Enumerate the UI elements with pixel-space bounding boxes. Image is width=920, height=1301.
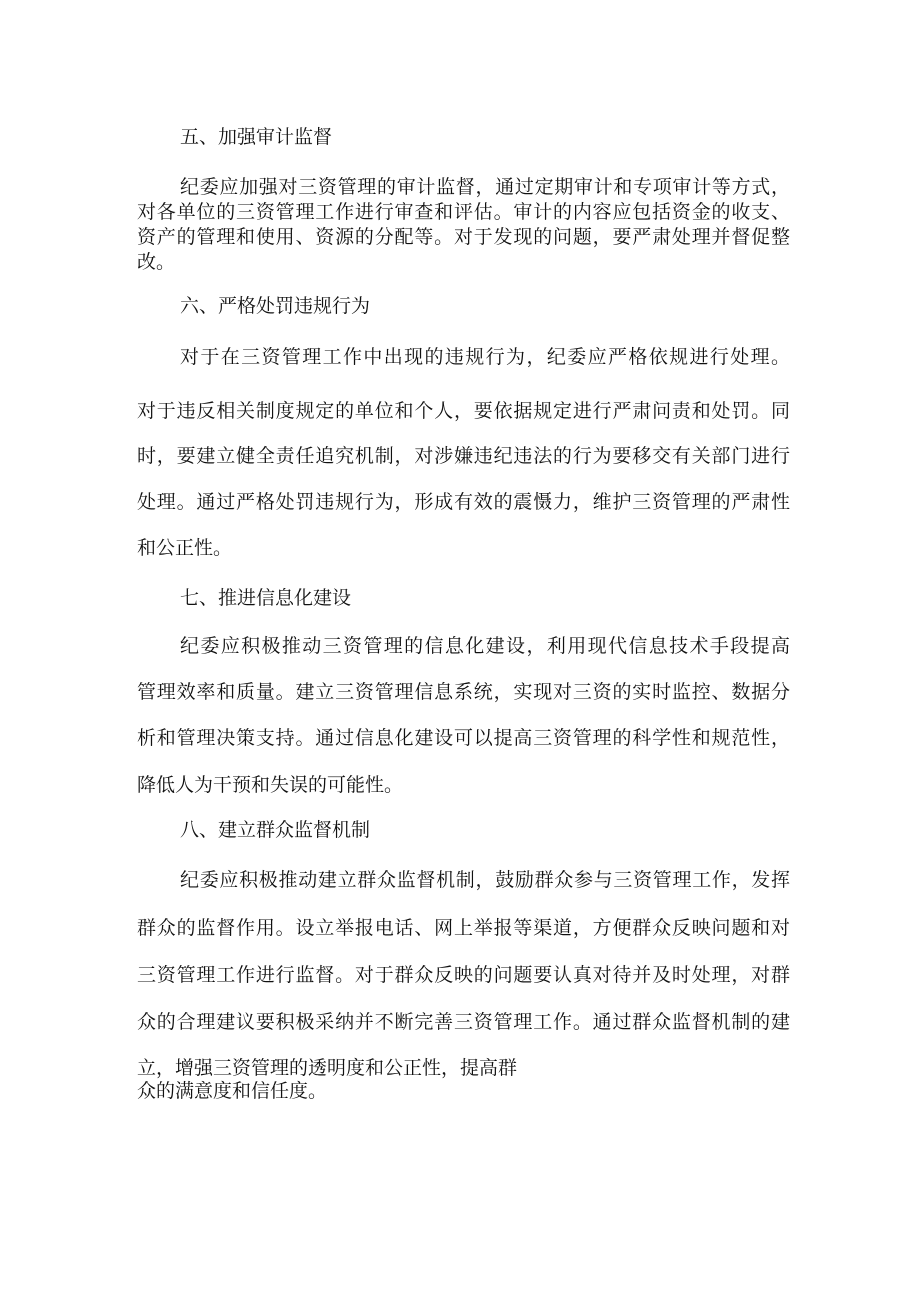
paragraph-line: 改。 xyxy=(137,251,176,273)
section-heading: 七、推进信息化建设 xyxy=(180,587,352,609)
paragraph-line: 资产的管理和使用、资源的分配等。对于发现的问题，要严肃处理并督促整 xyxy=(137,226,790,248)
paragraph-line: 对于违反相关制度规定的单位和个人，要依据规定进行严肃问责和处罚。同 xyxy=(137,400,790,422)
paragraph-line: 立，增强三资管理的透明度和公正性，提高群 xyxy=(137,1057,518,1079)
section-heading: 八、建立群众监督机制 xyxy=(180,819,371,841)
paragraph-line: 纪委应积极推动建立群众监督机制，鼓励群众参与三资管理工作，发挥 xyxy=(180,869,790,891)
paragraph-line: 众的满意度和信任度。 xyxy=(137,1080,328,1102)
paragraph-line: 群众的监督作用。设立举报电话、网上举报等渠道，方便群众反映问题和对 xyxy=(137,917,790,939)
section-heading: 五、加强审计监督 xyxy=(180,126,333,148)
paragraph-line: 管理效率和质量。建立三资管理信息系统，实现对三资的实时监控、数据分 xyxy=(137,681,790,703)
paragraph-line: 处理。通过严格处罚违规行为，形成有效的震慑力，维护三资管理的严肃性 xyxy=(137,491,790,513)
paragraph-line: 对各单位的三资管理工作进行审查和评估。审计的内容应包括资金的收支、 xyxy=(137,201,790,223)
paragraph-line: 和公正性。 xyxy=(137,537,233,559)
section-heading: 六、严格处罚违规行为 xyxy=(180,295,371,317)
paragraph-line: 降低人为干预和失误的可能性。 xyxy=(137,774,404,796)
paragraph-line: 三资管理工作进行监督。对于群众反映的问题要认真对待并及时处理，对群 xyxy=(137,964,790,986)
paragraph-line: 析和管理决策支持。通过信息化建设可以提高三资管理的科学性和规范性， xyxy=(137,727,790,749)
paragraph-line: 众的合理建议要积极采纳并不断完善三资管理工作。通过群众监督机制的建 xyxy=(137,1011,790,1033)
paragraph-line: 纪委应积极推动三资管理的信息化建设，利用现代信息技术手段提高 xyxy=(180,635,790,657)
paragraph-line: 对于在三资管理工作中出现的违规行为，纪委应严格依规进行处理。 xyxy=(180,346,790,368)
paragraph-line: 时，要建立健全责任追究机制，对涉嫌违纪违法的行为要移交有关部门进行 xyxy=(137,445,790,467)
paragraph-line: 纪委应加强对三资管理的审计监督，通过定期审计和专项审计等方式， xyxy=(180,176,790,198)
